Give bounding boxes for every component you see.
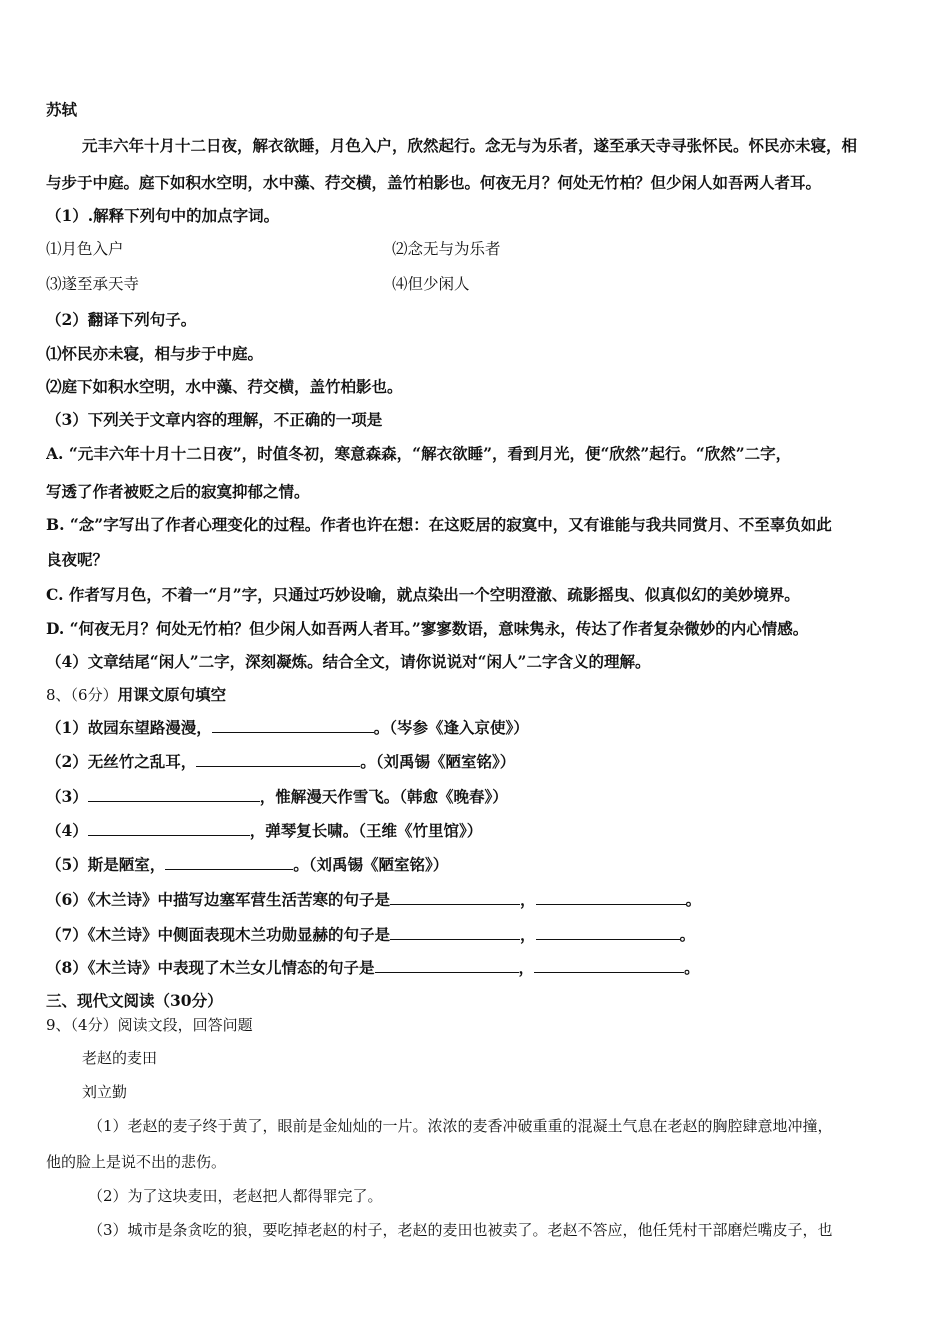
story-paragraph-1-line-2: 他的脸上是说不出的悲伤。 <box>46 1153 227 1171</box>
q8-item-6-text: （6）《木兰诗》中描写边塞军营生活苦寒的句子是 <box>46 890 391 909</box>
story-author: 刘立勤 <box>82 1083 128 1101</box>
story-paragraph-2: （2）为了这块麦田，老赵把人都得罪完了。 <box>88 1187 383 1205</box>
answer-blank[interactable] <box>536 890 686 905</box>
q8-item-2 <box>46 751 910 773</box>
q3-prompt: （3）下列关于文章内容的理解，不正确的一项是 <box>46 410 383 429</box>
q8-item-7-text: （7）《木兰诗》中侧面表现木兰功勋显赫的句子是 <box>46 925 391 944</box>
q3-option-b-line-2: 良夜呢？ <box>46 550 109 569</box>
q8-item-3 <box>46 786 910 808</box>
answer-blank[interactable] <box>390 890 520 905</box>
q8-item-5-text: （5）斯是陋室， <box>46 855 166 874</box>
q2-item-1: ⑴怀民亦未寝，相与步于中庭。 <box>46 344 264 363</box>
answer-blank[interactable] <box>212 718 374 733</box>
period: 。 <box>679 925 696 944</box>
passage-line-2: 与步于中庭。庭下如积水空明，水中藻、荇交横，盖竹柏影也。何夜无月？何处无竹柏？但少闲人如吾两人者耳。 <box>46 173 822 192</box>
q8-item-5-source: 。（刘禹锡《陋室铭》） <box>293 855 449 874</box>
answer-blank[interactable] <box>165 855 293 870</box>
q9-title: 阅读文段，回答问题 <box>117 1016 253 1034</box>
q3-option-c: C. 作者写月色，不着一“月”字，只通过巧妙设喻，就点染出一个空明澄澈、疏影摇曳、似真似幻的美妙境界。 <box>46 585 800 604</box>
answer-blank[interactable] <box>534 958 684 973</box>
q3-option-b-line-1: B. “念”字写出了作者心理变化的过程。作者也许在想：在这贬居的寂寞中，又有谁能与我共同赏月、不至辜负如此 <box>46 515 832 534</box>
q8-item-3-source: ，惟解漫天作雪飞。（韩愈《晚春》） <box>259 787 508 806</box>
story-title: 老赵的麦田 <box>82 1049 158 1067</box>
story-paragraph-3: （3）城市是条贪吃的狼，要吃掉老赵的村子，老赵的麦田也被卖了。老赵不答应，他任凭村干部磨烂嘴皮子，也 <box>88 1221 833 1239</box>
q9-heading <box>46 1014 910 1036</box>
period: 。 <box>685 890 702 909</box>
comma: ， <box>520 925 536 944</box>
q8-item-1-text: （1）故园东望路漫漫， <box>46 718 212 737</box>
q8-item-2-text: （2）无丝竹之乱耳， <box>46 752 197 771</box>
answer-blank[interactable] <box>536 925 680 940</box>
q3-option-d: D. “何夜无月？何处无竹柏？但少闲人如吾两人者耳。”寥寥数语，意味隽永，传达了作者复杂微妙的内心情感。 <box>46 619 809 638</box>
q1-item-2: ⑵念无与为乐者 <box>392 240 501 258</box>
q4-prompt: （4）文章结尾“闲人”二字，深刻凝炼。结合全文，请你说说对“闲人”二字含义的理解。 <box>46 652 651 671</box>
q9-number: 9、（4分） <box>46 1016 118 1034</box>
q2-prompt: （2）翻译下列句子。 <box>46 310 197 329</box>
q8-item-8 <box>46 957 910 979</box>
passage-line-1: 元丰六年十月十二日夜，解衣欲睡，月色入户，欣然起行。念无与为乐者，遂至承天寺寻张怀民。怀民亦未寝，相 <box>82 136 858 155</box>
q8-item-7 <box>46 924 910 946</box>
q8-heading <box>46 684 910 706</box>
q3-option-a-line-2: 写透了作者被贬之后的寂寞抑郁之情。 <box>46 482 310 501</box>
answer-blank[interactable] <box>88 787 260 802</box>
passage-author: 苏轼 <box>46 100 78 119</box>
section-3-heading: 三、现代文阅读（30分） <box>46 991 223 1010</box>
comma: ， <box>520 890 536 909</box>
period: 。 <box>684 958 700 977</box>
q8-item-3-text: （3） <box>46 787 88 806</box>
story-paragraph-1-line-1: （1）老赵的麦子终于黄了，眼前是金灿灿的一片。浓浓的麦香冲破重重的混凝土气息在老赵的胸腔肆意地冲撞， <box>88 1117 833 1135</box>
q8-item-8-text: （8）《木兰诗》中表现了木兰女儿情态的句子是 <box>46 958 375 977</box>
q8-item-1-source: 。（岑参《逢入京使》） <box>373 718 529 737</box>
q8-item-4 <box>46 820 910 842</box>
q1-prompt: （1）.解释下列句中的加点字词。 <box>46 206 280 225</box>
q1-item-3: ⑶遂至承天寺 <box>46 275 140 293</box>
q8-item-4-source: ，弹琴复长啸。（王维《竹里馆》） <box>249 821 483 840</box>
q8-item-4-text: （4） <box>46 821 88 840</box>
q3-option-a-line-1: A. “元丰六年十月十二日夜”，时值冬初，寒意森森，“解衣欲睡”，看到月光，便“欣然”起行。“欣然”二字， <box>46 444 792 463</box>
answer-blank[interactable] <box>390 925 520 940</box>
q8-item-5 <box>46 854 910 876</box>
q1-item-4: ⑷但少闲人 <box>392 275 470 293</box>
q1-item-1: ⑴月色入户 <box>46 240 124 258</box>
q8-title: 用课文原句填空 <box>117 685 227 704</box>
q2-item-2: ⑵庭下如积水空明，水中藻、荇交横，盖竹柏影也。 <box>46 377 403 396</box>
q8-item-2-source: 。（刘禹锡《陋室铭》） <box>360 752 516 771</box>
answer-blank[interactable] <box>196 752 360 767</box>
answer-blank[interactable] <box>375 958 519 973</box>
q8-item-1 <box>46 717 910 739</box>
answer-blank[interactable] <box>88 821 250 836</box>
q8-item-6 <box>46 889 910 911</box>
q8-number: 8、（6分） <box>46 686 118 704</box>
comma: ， <box>518 958 535 977</box>
